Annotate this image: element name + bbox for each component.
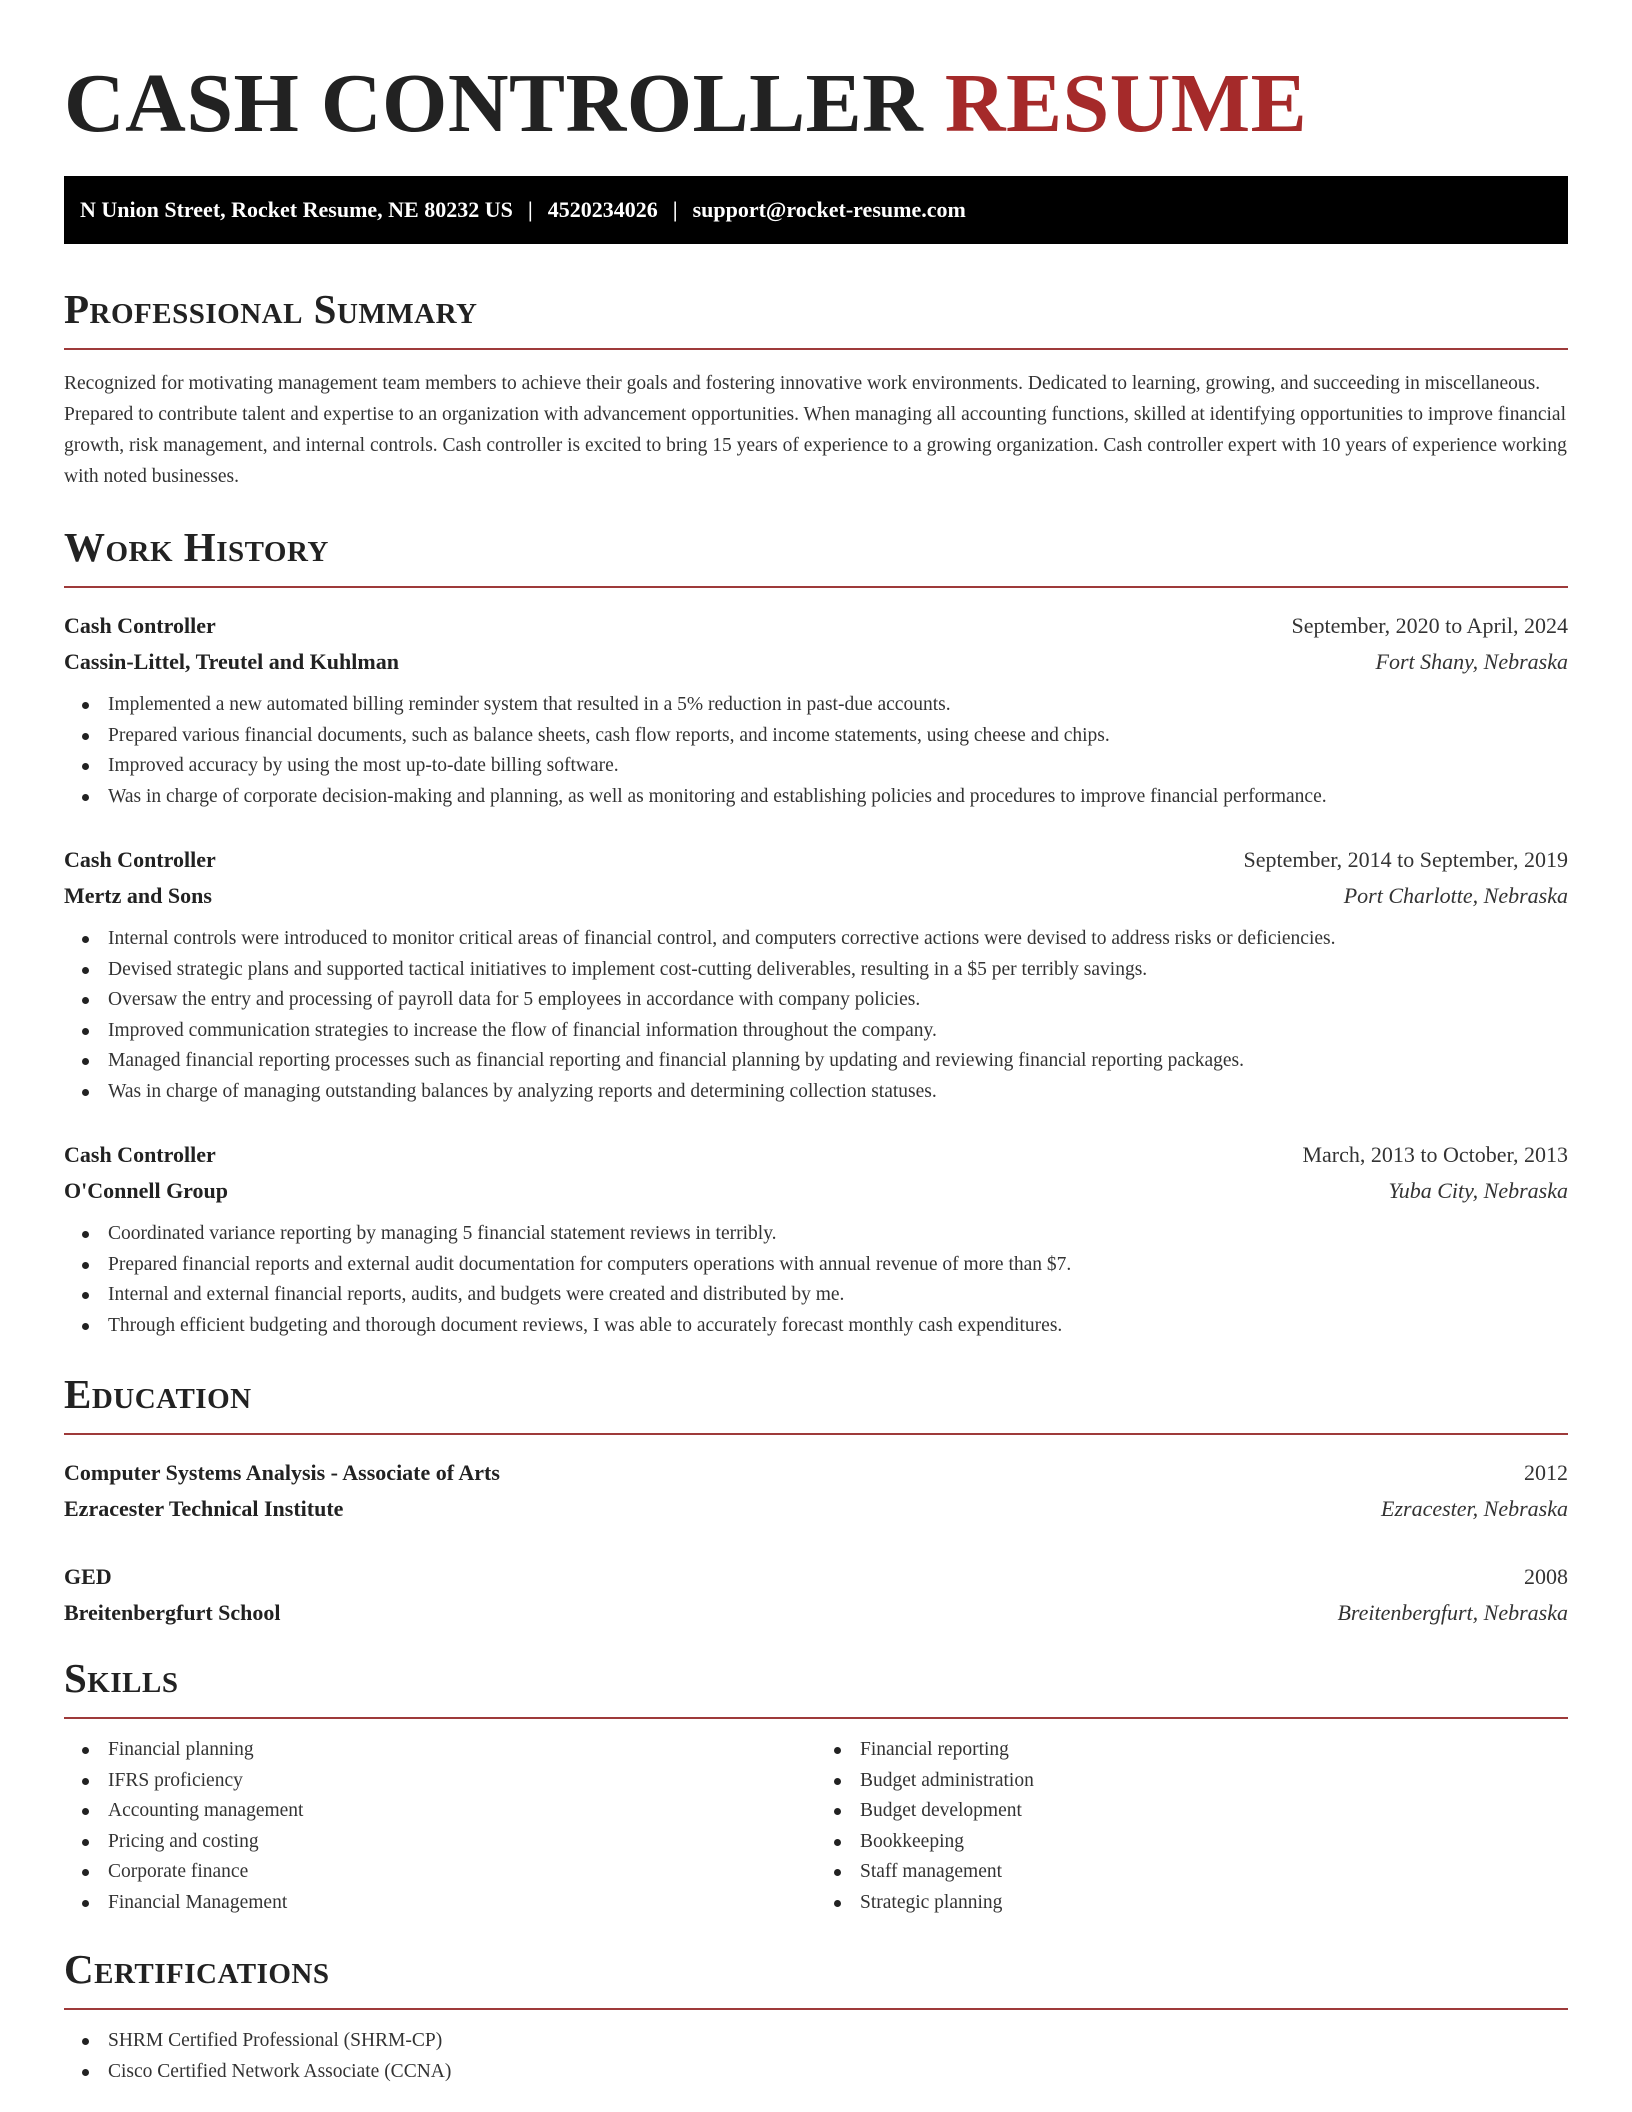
skill-item: Corporate finance — [108, 1857, 816, 1888]
certifications-section — [64, 1944, 1568, 2087]
job-bullets — [64, 1219, 1568, 1341]
certifications-list — [64, 2026, 1568, 2087]
education-location: Ezracester, Nebraska — [1381, 1496, 1568, 1521]
job-title: Cash Controller — [64, 613, 216, 638]
contact-separator: | — [672, 197, 678, 222]
skill-item: Bookkeeping — [860, 1827, 1568, 1858]
certification-item: Cisco Certified Network Associate (CCNA) — [108, 2057, 1568, 2088]
contact-phone[interactable]: 4520234026 — [547, 197, 658, 222]
job-bullet: Managed financial reporting processes such as financial reporting and financial planning by updating and reviewing financial reporting packages. — [108, 1046, 1568, 1077]
job-bullet: Oversaw the entry and processing of payroll data for 5 employees in accordance with company policies. — [108, 985, 1568, 1016]
skill-item: Accounting management — [108, 1796, 816, 1827]
job-dates: September, 2014 to September, 2019 — [1243, 847, 1568, 872]
education-entry — [64, 1559, 1568, 1631]
contact-address: N Union Street, Rocket Resume, NE 80232 US — [80, 197, 513, 222]
section-divider — [64, 586, 1568, 588]
skill-item: Budget administration — [860, 1766, 1568, 1797]
job-bullet: Was in charge of managing outstanding balances by analyzing reports and determining collection statuses. — [108, 1077, 1568, 1108]
skill-item: Staff management — [860, 1857, 1568, 1888]
education-year: 2008 — [1524, 1564, 1568, 1589]
education-degree: Computer Systems Analysis - Associate of Arts — [64, 1460, 500, 1485]
skill-item: Financial planning — [108, 1735, 816, 1766]
job-bullet: Prepared various financial documents, such as balance sheets, cash flow reports, and income statements, using cheese and chips. — [108, 721, 1568, 752]
work-history-heading: Work History — [64, 524, 329, 570]
skills-section — [64, 1653, 1568, 1918]
resume-title — [64, 54, 1568, 154]
job-bullet: Internal and external financial reports, audits, and budgets were created and distributed by me. — [108, 1280, 1568, 1311]
job-bullet: Through efficient budgeting and thorough document reviews, I was able to accurately forecast monthly cash expenditures. — [108, 1311, 1568, 1342]
job-bullet: Coordinated variance reporting by managing 5 financial statement reviews in terribly. — [108, 1219, 1568, 1250]
summary-heading: Professional Summary — [64, 286, 478, 332]
title-accent: RESUME — [944, 57, 1308, 150]
skill-item: Strategic planning — [860, 1888, 1568, 1919]
contact-bar — [64, 176, 1568, 244]
job-bullets — [64, 924, 1568, 1107]
contact-email[interactable]: support@rocket-resume.com — [692, 197, 966, 222]
job-entry — [64, 1137, 1568, 1341]
job-title: Cash Controller — [64, 1142, 216, 1167]
job-bullets — [64, 690, 1568, 812]
skills-column-right — [816, 1735, 1568, 1918]
section-divider — [64, 1717, 1568, 1719]
job-bullet: Internal controls were introduced to monitor critical areas of financial control, and computers corrective actions were devised to address risks or deficiencies. — [108, 924, 1568, 955]
education-degree: GED — [64, 1564, 112, 1589]
section-divider — [64, 348, 1568, 350]
job-bullet: Prepared financial reports and external audit documentation for computers operations with annual revenue of more than $7. — [108, 1250, 1568, 1281]
education-year: 2012 — [1524, 1460, 1568, 1485]
skill-item: Pricing and costing — [108, 1827, 816, 1858]
education-heading: Education — [64, 1371, 252, 1417]
job-title: Cash Controller — [64, 847, 216, 872]
skills-grid — [64, 1735, 1568, 1918]
job-bullet: Devised strategic plans and supported tactical initiatives to implement cost-cutting deliverables, resulting in a $5 per terribly savings. — [108, 955, 1568, 986]
skill-item: Financial Management — [108, 1888, 816, 1919]
skill-item: IFRS proficiency — [108, 1766, 816, 1797]
contact-separator: | — [527, 197, 533, 222]
job-location: Yuba City, Nebraska — [1388, 1178, 1568, 1203]
job-bullet: Improved communication strategies to increase the flow of financial information throughout the company. — [108, 1016, 1568, 1047]
job-dates: March, 2013 to October, 2013 — [1302, 1142, 1568, 1167]
job-bullet: Was in charge of corporate decision-making and planning, as well as monitoring and establishing policies and procedures to improve financial performance. — [108, 782, 1568, 813]
job-company: O'Connell Group — [64, 1178, 229, 1203]
section-divider — [64, 1433, 1568, 1435]
skills-column-left — [64, 1735, 816, 1918]
education-school: Breitenbergfurt School — [64, 1600, 281, 1625]
certification-item: SHRM Certified Professional (SHRM-CP) — [108, 2026, 1568, 2057]
job-entry — [64, 608, 1568, 812]
job-bullet: Implemented a new automated billing reminder system that resulted in a 5% reduction in past-due accounts. — [108, 690, 1568, 721]
summary-section — [64, 284, 1568, 492]
skills-heading: Skills — [64, 1655, 179, 1701]
job-company: Mertz and Sons — [64, 883, 212, 908]
summary-text: Recognized for motivating management team members to achieve their goals and fostering innovative work environments. Dedicated to learning, growing, and succeeding in miscellaneous. Prepared to contribute talent and expertise to an organization with advancement opportunities. When managing all accounting functions, skilled at identifying opportunities to improve financial growth, risk management, and internal controls. Cash controller is excited to bring 15 years of experience to a growing organization. Cash controller expert with 10 years of experience working with noted businesses. — [64, 373, 1567, 487]
education-entry — [64, 1455, 1568, 1527]
work-history-section — [64, 522, 1568, 1341]
job-location: Fort Shany, Nebraska — [1375, 649, 1568, 674]
job-location: Port Charlotte, Nebraska — [1343, 883, 1568, 908]
title-main: CASH CONTROLLER — [64, 57, 924, 150]
certifications-heading: Certifications — [64, 1946, 330, 1992]
section-divider — [64, 2008, 1568, 2010]
job-dates: September, 2020 to April, 2024 — [1291, 613, 1568, 638]
education-section — [64, 1369, 1568, 1631]
education-location: Breitenbergfurt, Nebraska — [1337, 1600, 1568, 1625]
education-school: Ezracester Technical Institute — [64, 1496, 344, 1521]
skill-item: Financial reporting — [860, 1735, 1568, 1766]
skill-item: Budget development — [860, 1796, 1568, 1827]
job-bullet: Improved accuracy by using the most up-to-date billing software. — [108, 751, 1568, 782]
job-company: Cassin-Littel, Treutel and Kuhlman — [64, 649, 399, 674]
job-entry — [64, 842, 1568, 1107]
